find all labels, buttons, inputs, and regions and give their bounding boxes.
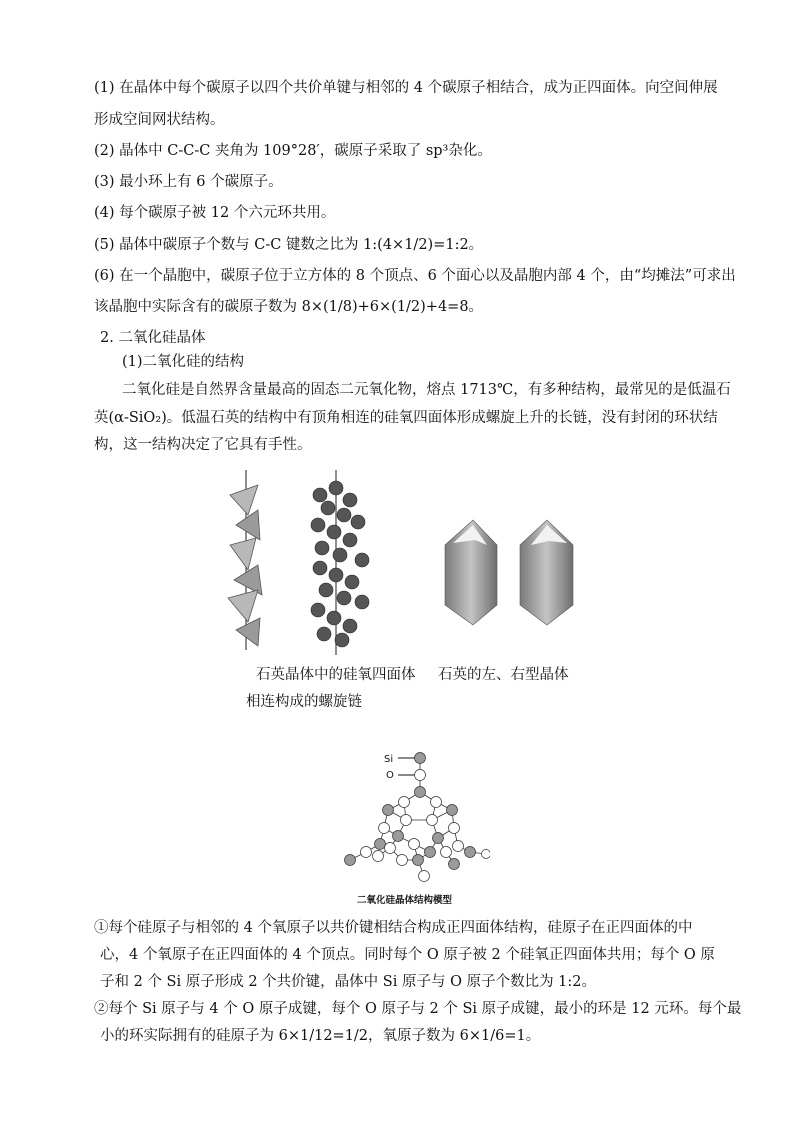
diamond-point-6-cont: 该晶胞中实际含有的碳原子数为 8×(1/8)+6×(1/2)+4=8。 — [94, 299, 484, 315]
model-caption: 二氧化硅晶体结构模型 — [357, 895, 453, 906]
diamond-point-5: (5) 晶体中碳原子个数与 C-C 键数之比为 1:(4×1/2)=1:2。 — [94, 237, 484, 253]
intro-paragraph-line-1: 二氧化硅是自然界含量最高的固态二元氧化物，熔点 1713℃，有多种结构，最常见的是低温石 — [122, 382, 731, 398]
sio2-point-1-cont-1: 心，4 个氧原子在正四面体的 4 个顶点。同时每个 O 原子被 2 个硅氧正四面体共用；每个 O 原 — [100, 947, 715, 963]
diamond-point-4: (4) 每个碳原子被 12 个六元环共用。 — [94, 205, 336, 221]
sio2-point-1-cont-2: 子和 2 个 Si 原子形成 2 个共价键，晶体中 Si 原子与 O 原子个数比为 1:2。 — [100, 974, 597, 990]
subsection-heading: (1)二氧化硅的结构 — [122, 354, 245, 370]
intro-paragraph-line-3: 构，这一结构决定了它具有手性。 — [94, 437, 312, 453]
diamond-point-1-cont: 形成空间网状结构。 — [94, 112, 225, 128]
diamond-point-6: (6) 在一个晶胞中，碳原子位于立方体的 8 个顶点、6 个面心以及晶胞内部 4 个，由“均摊法”可求出 — [94, 268, 736, 284]
figure-caption-helix-cont: 相连构成的螺旋链 — [246, 694, 362, 710]
sio2-point-2: ②每个 Si 原子与 4 个 O 原子成键，每个 O 原子与 2 个 Si 原子成键，最小的环是 12 元环。每个最 — [94, 1001, 742, 1017]
model-label-si: Si — [384, 754, 394, 765]
figure-caption-helix: 石英晶体中的硅氧四面体 — [256, 667, 416, 683]
sio2-structure-model — [340, 748, 490, 888]
sio2-point-2-cont: 小的环实际拥有的硅原子为 6×1/12=1/2，氧原子数为 6×1/6=1。 — [100, 1028, 541, 1044]
quartz-crystals-figure — [435, 515, 595, 635]
diamond-point-2: (2) 晶体中 C-C-C 夹角为 109°28′，碳原子采取了 sp³杂化。 — [94, 143, 492, 159]
section-heading: 2. 二氧化硅晶体 — [100, 330, 206, 346]
sio2-point-1: ①每个硅原子与相邻的 4 个氧原子以共价键相结合构成正四面体结构，硅原子在正四面体的中 — [94, 920, 693, 936]
intro-paragraph-line-2: 英(α-SiO₂)。低温石英的结构中有顶角相连的硅氧四面体形成螺旋上升的长链，没有封闭的环状结 — [94, 410, 718, 426]
figure-caption-crystals: 石英的左、右型晶体 — [438, 667, 569, 683]
quartz-helix-figure — [218, 470, 388, 660]
diamond-point-3: (3) 最小环上有 6 个碳原子。 — [94, 174, 283, 190]
model-label-o: O — [386, 770, 394, 781]
diamond-point-1: (1) 在晶体中每个碳原子以四个共价单键与相邻的 4 个碳原子相结合，成为正四面体。向空间伸展 — [94, 80, 718, 96]
